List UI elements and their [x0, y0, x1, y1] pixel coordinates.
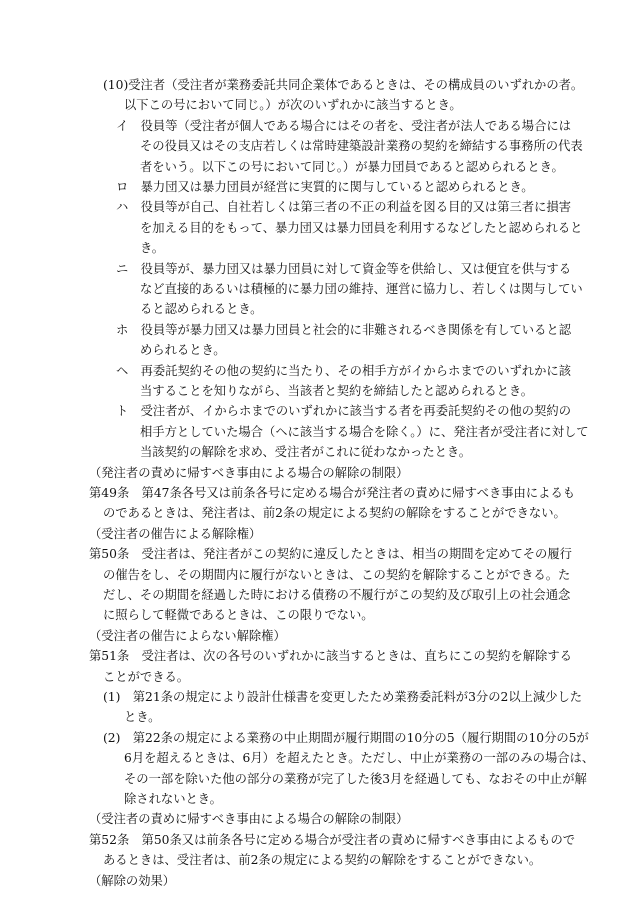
subitem-i-line-3: 者をいう。以下この号において同じ。）が暴力団員であると認められるとき。: [140, 159, 564, 174]
subitem-to-line-3: 当該契約の解除を求め、受注者がこれに従わなかったとき。: [140, 445, 472, 460]
article-52-line-1: 第52条 第50条又は前条各号に定める場合が受注者の責めに帰すべき事由によるもので: [89, 832, 576, 847]
article-49-line-2: のであるときは、発注者は、前2条の規定による契約の解除をすることができない。: [103, 506, 566, 521]
subitem-ro-line-1: ロ 暴力団又は暴力団員が経営に実質的に関与していると認められるとき。: [116, 180, 534, 194]
article-51-item-2-line-3: その一部を除いた他の部分の業務が完了した後3月を経過しても、なおその中止が解: [124, 771, 587, 786]
subitem-ni-line-3: ると認められるとき。: [140, 302, 263, 317]
article-50-line-2: の催告をし、その期間内に履行がないときは、この契約を解除することができる。た: [103, 567, 571, 582]
section-heading-effect-of-cancellation: （解除の効果）: [89, 873, 176, 888]
subitem-ho-line-2: められるとき。: [140, 343, 226, 358]
subitem-ha-line-3: き。: [140, 241, 165, 256]
article-52-heading: （受注者の責めに帰すべき事由による場合の解除の制限）: [89, 812, 409, 827]
article-50-heading: （受注者の催告による解除権）: [89, 526, 262, 541]
item-10-line-1: (10)受注者（受注者が業務委託共同企業体であるときは、その構成員のいずれかの者。: [103, 78, 584, 92]
subitem-ha-line-1: ハ 役員等が自己、自社若しくは第三者の不正の利益を図る目的又は第三者に損害: [116, 200, 571, 215]
item-10-line-2: 以下この号において同じ。）が次のいずれかに該当するとき。: [124, 98, 462, 113]
article-51-item-2-line-2: 6月を超えるときは、6月）を超えたとき。ただし、中止が業務の一部のみの場合は、: [124, 751, 595, 766]
subitem-i-line-2: その役員又はその支店若しくは常時建築設計業務の契約を締結する事務所の代表: [140, 139, 583, 154]
subitem-ho-line-1: ホ 役員等が暴力団又は暴力団員と社会的に非難されるべき関係を有していると認: [116, 322, 571, 337]
article-51-item-2-line-1: (2) 第22条の規定による業務の中止期間が履行期間の10分の5（履行期間の10分の5が: [103, 730, 589, 745]
article-51-item-1-line-2: とき。: [124, 710, 161, 725]
article-51-heading: （受注者の催告によらない解除権）: [89, 628, 286, 643]
subitem-to-line-2: 相手方としていた場合（ヘに該当する場合を除く。）に、発注者が受注者に対して: [140, 424, 589, 439]
article-51-line-2: ことができる。: [103, 669, 190, 684]
article-50-line-4: に照らして軽微であるときは、この限りでない。: [103, 608, 374, 623]
subitem-ha-line-2: を加える目的をもって、暴力団又は暴力団員を利用するなどしたと認められると: [140, 220, 583, 235]
subitem-to-line-1: ト 受注者が、イからホまでのいずれかに該当する者を再委託契約その他の契約の: [116, 404, 571, 419]
article-52-line-2: あるときは、受注者は、前2条の規定による契約の解除をすることができない。: [103, 853, 542, 868]
subitem-i-line-1: イ 役員等（受注者が個人である場合にはその者を、受注者が法人である場合には: [116, 118, 571, 133]
subitem-he-line-2: 当することを知りながら、当該者と契約を締結したと認められるとき。: [140, 384, 534, 398]
article-51-line-1: 第51条 受注者は、次の各号のいずれかに該当するときは、直ちにこの契約を解除する: [89, 649, 572, 664]
subitem-ni-line-2: など直接的あるいは積極的に暴力団の維持、運営に協力し、若しくは関与してい: [140, 282, 583, 296]
article-51-item-1-line-1: (1) 第21条の規定により設計仕様書を変更したため業務委託料が3分の2以上減少した: [103, 690, 583, 704]
article-50-line-1: 第50条 受注者は、発注者がこの契約に違反したときは、相当の期間を定めてその履行: [89, 547, 572, 562]
article-51-item-2-line-4: 除されないとき。: [124, 792, 222, 806]
article-50-line-3: だし、その期間を経過した時における債務の不履行がこの契約及び取引上の社会通念: [103, 588, 571, 602]
subitem-he-line-1: ヘ 再委託契約その他の契約に当たり、その相手方がイからホまでのいずれかに該: [116, 363, 571, 378]
article-49-heading: （発注者の責めに帰すべき事由による場合の解除の制限）: [89, 465, 409, 480]
article-49-line-1: 第49条 第47条各号又は前条各号に定める場合が発注者の責めに帰すべき事由によるも: [89, 486, 576, 500]
subitem-ni-line-1: ニ 役員等が、暴力団又は暴力団員に対して資金等を供給し、又は便宜を供与する: [116, 261, 571, 276]
